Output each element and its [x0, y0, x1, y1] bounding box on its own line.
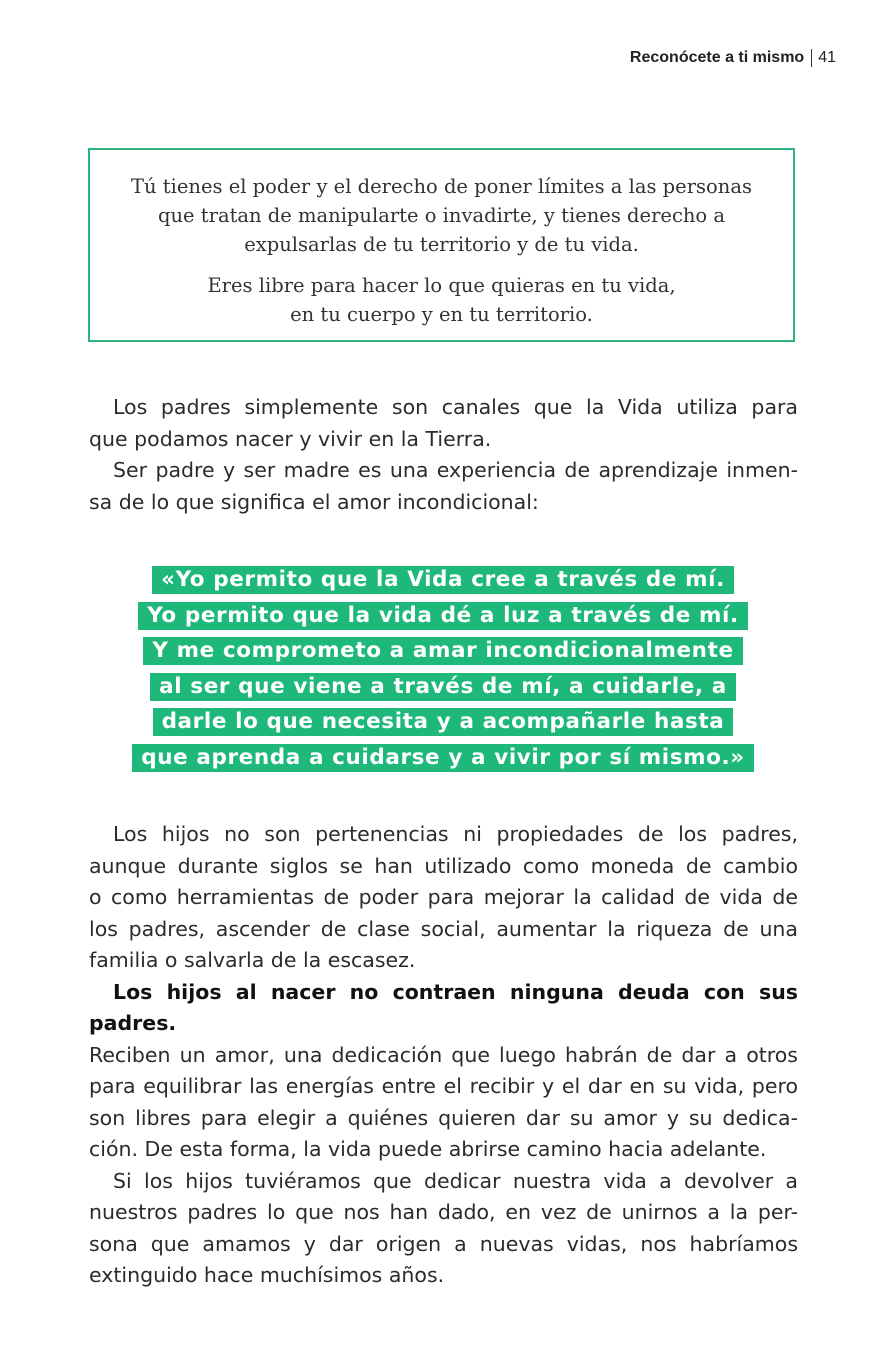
callout-paragraph-1 — [90, 172, 793, 259]
quote-line: Yo permito que la vida dé a luz a través de mí. — [138, 602, 748, 630]
intro-line: sa de lo que significa el amor incondicional: — [89, 489, 539, 514]
body-line: para equilibrar las energías entre el recibir y el dar en su vida, pero — [89, 1074, 798, 1098]
quote-line: al ser que viene a través de mí, a cuidarle, a — [150, 673, 736, 701]
body-line: aunque durante siglos se han utilizado como moneda de cambio — [89, 853, 798, 878]
body-line: sona que amamos y dar origen a nuevas vidas, nos habríamos — [89, 1231, 798, 1256]
running-title: Reconócete a ti mismo — [629, 49, 805, 66]
callout-line: en tu cuerpo y en tu territorio. — [290, 303, 593, 326]
intro-line: que podamos nacer y vivir en la Tierra. — [89, 426, 492, 451]
quote-line: Y me comprometo a amar incondicionalmente — [143, 637, 742, 665]
page-number: 41 — [818, 49, 836, 66]
callout-line: que tratan de manipularte o invadirte, y tienes derecho a — [158, 204, 725, 227]
callout-box — [88, 148, 795, 342]
body-text — [89, 819, 798, 1292]
intro-text — [89, 392, 798, 518]
header-divider — [811, 49, 812, 67]
bold-statement-line — [89, 977, 798, 1040]
body-line: nuestros padres lo que nos han dado, en vez de unirnos a la per- — [89, 1200, 798, 1224]
bold-statement: Los hijos al nacer no contraen ninguna deuda con sus padres. — [89, 979, 798, 1035]
body-line: familia o salvarla de la escasez. — [89, 948, 416, 972]
body-line: Reciben un amor, una dedicación que luego habrán de dar a otros — [89, 1042, 798, 1067]
body-line: ción. De esta forma, la vida puede abrirse camino hacia adelante. — [89, 1137, 767, 1161]
body-line: extinguido hace muchísimos años. — [89, 1263, 445, 1287]
body-line: o como herramientas de poder para mejorar la calidad de vida de — [89, 885, 798, 909]
callout-paragraph-2 — [90, 271, 793, 329]
intro-line: Ser padre y ser madre es una experiencia de aprendizaje inmen- — [113, 458, 798, 482]
quote-line: que aprenda a cuidarse y a vivir por sí mismo.» — [132, 744, 754, 772]
body-line: son libres para elegir a quiénes quieren dar su amor y su dedica- — [89, 1105, 798, 1130]
body-line: los padres, ascender de clase social, aumentar la riqueza de una — [89, 916, 798, 941]
callout-line: Tú tienes el poder y el derecho de poner límites a las personas — [131, 175, 752, 198]
intro-line: Los padres simplemente son canales que la Vida utiliza para — [113, 395, 798, 419]
body-line: Si los hijos tuviéramos que dedicar nuestra vida a devolver a — [113, 1168, 798, 1193]
running-head — [630, 49, 836, 67]
body-line: Los hijos no son pertenencias ni propiedades de los padres, — [113, 822, 798, 846]
callout-line: Eres libre para hacer lo que quieras en tu vida, — [207, 274, 676, 297]
quote-line: «Yo permito que la Vida cree a través de mí. — [152, 566, 734, 594]
callout-line: expulsarlas de tu territorio y de tu vida. — [244, 233, 639, 256]
highlighted-quote — [90, 566, 796, 779]
quote-line: darle lo que necesita y a acompañarle hasta — [153, 708, 734, 736]
